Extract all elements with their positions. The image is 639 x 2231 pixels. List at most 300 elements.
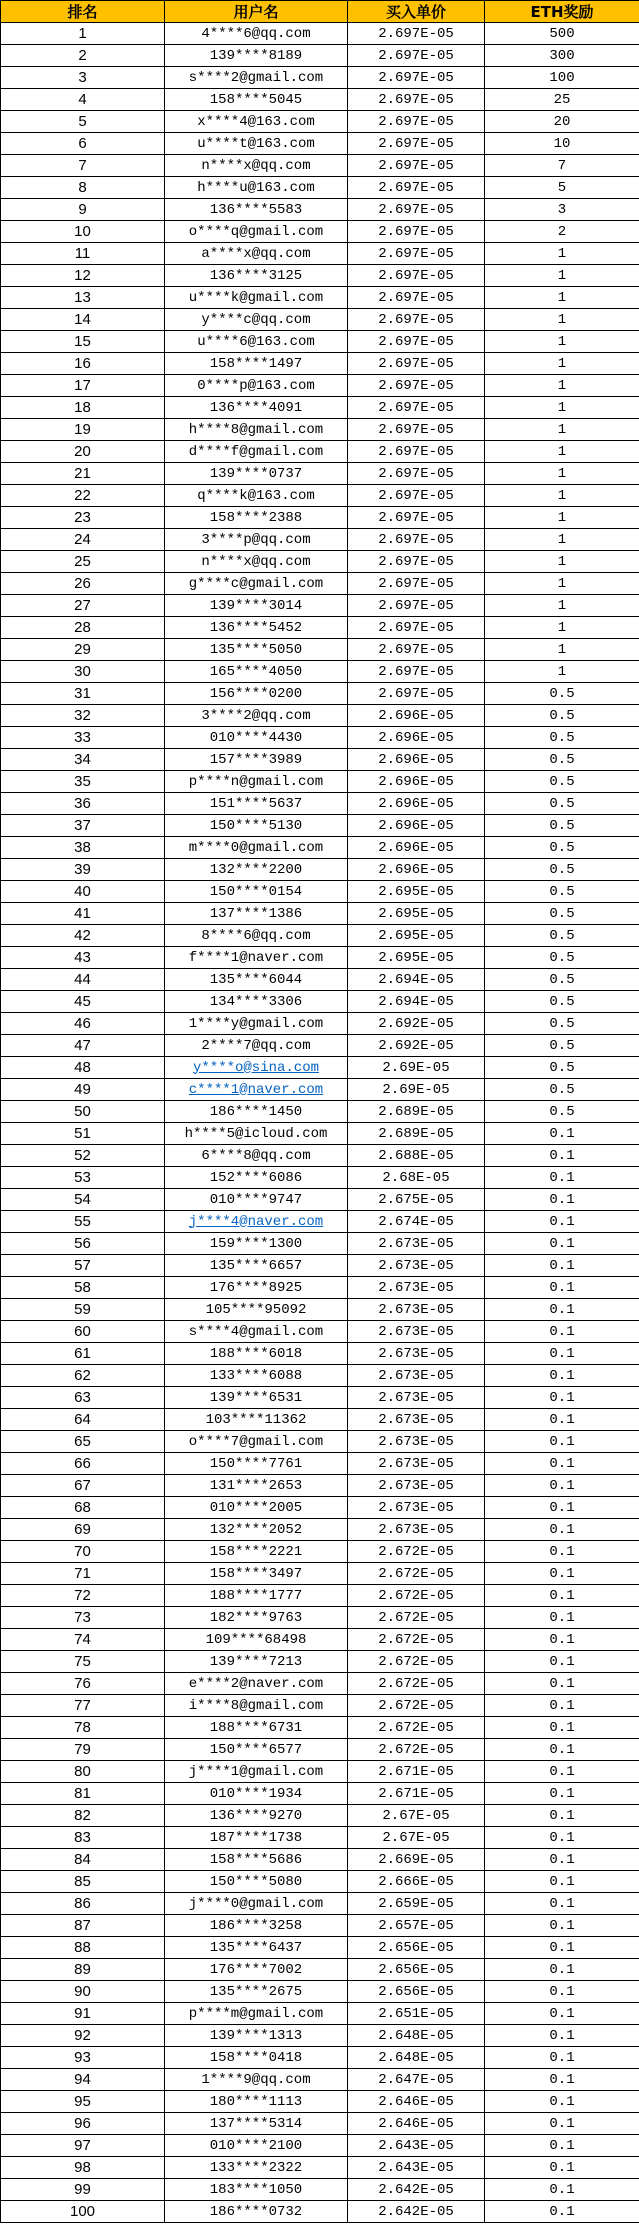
eth-reward-cell[interactable]: 0.5 bbox=[485, 859, 639, 881]
eth-reward-cell[interactable]: 0.1 bbox=[485, 1497, 639, 1519]
eth-reward-cell[interactable]: 0.1 bbox=[485, 2069, 639, 2091]
buy-price-cell[interactable]: 2.643E-05 bbox=[348, 2135, 485, 2157]
username-cell[interactable]: 158****2388 bbox=[165, 507, 348, 529]
buy-price-cell[interactable]: 2.697E-05 bbox=[348, 89, 485, 111]
username-cell[interactable]: 150****5080 bbox=[165, 1871, 348, 1893]
eth-reward-cell[interactable]: 0.1 bbox=[485, 1453, 639, 1475]
eth-reward-cell[interactable]: 1 bbox=[485, 661, 639, 683]
eth-reward-cell[interactable]: 0.5 bbox=[485, 991, 639, 1013]
username-cell[interactable]: 158****2221 bbox=[165, 1541, 348, 1563]
username-cell[interactable]: q****k@163.com bbox=[165, 485, 348, 507]
username-cell[interactable]: 8****6@qq.com bbox=[165, 925, 348, 947]
eth-reward-cell[interactable]: 0.5 bbox=[485, 793, 639, 815]
username-cell[interactable]: 156****0200 bbox=[165, 683, 348, 705]
username-cell[interactable]: 139****7213 bbox=[165, 1651, 348, 1673]
rank-cell[interactable]: 66 bbox=[1, 1453, 165, 1475]
rank-cell[interactable]: 93 bbox=[1, 2047, 165, 2069]
username-cell[interactable]: 135****5050 bbox=[165, 639, 348, 661]
username-cell[interactable]: 135****6657 bbox=[165, 1255, 348, 1277]
rank-cell[interactable]: 63 bbox=[1, 1387, 165, 1409]
eth-reward-cell[interactable]: 1 bbox=[485, 309, 639, 331]
eth-reward-cell[interactable]: 0.5 bbox=[485, 969, 639, 991]
rank-cell[interactable]: 74 bbox=[1, 1629, 165, 1651]
buy-price-cell[interactable]: 2.656E-05 bbox=[348, 1959, 485, 1981]
username-cell[interactable]: 151****5637 bbox=[165, 793, 348, 815]
username-cell[interactable]: s****4@gmail.com bbox=[165, 1321, 348, 1343]
rank-cell[interactable]: 87 bbox=[1, 1915, 165, 1937]
username-cell[interactable]: 010****1934 bbox=[165, 1783, 348, 1805]
email-link[interactable]: c****1@naver.com bbox=[188, 1081, 324, 1098]
rank-cell[interactable]: 22 bbox=[1, 485, 165, 507]
eth-reward-cell[interactable]: 0.1 bbox=[485, 1475, 639, 1497]
buy-price-cell[interactable]: 2.673E-05 bbox=[348, 1277, 485, 1299]
eth-reward-cell[interactable]: 1 bbox=[485, 507, 639, 529]
buy-price-cell[interactable]: 2.689E-05 bbox=[348, 1101, 485, 1123]
username-cell[interactable]: m****0@gmail.com bbox=[165, 837, 348, 859]
username-cell[interactable]: 180****1113 bbox=[165, 2091, 348, 2113]
eth-reward-cell[interactable]: 0.1 bbox=[485, 1761, 639, 1783]
rank-cell[interactable]: 31 bbox=[1, 683, 165, 705]
eth-reward-cell[interactable]: 0.1 bbox=[485, 1365, 639, 1387]
eth-reward-cell[interactable]: 7 bbox=[485, 155, 639, 177]
buy-price-cell[interactable]: 2.646E-05 bbox=[348, 2113, 485, 2135]
rank-cell[interactable]: 3 bbox=[1, 67, 165, 89]
eth-reward-cell[interactable]: 0.1 bbox=[485, 2091, 639, 2113]
rank-cell[interactable]: 96 bbox=[1, 2113, 165, 2135]
username-cell[interactable]: 158****1497 bbox=[165, 353, 348, 375]
eth-reward-cell[interactable]: 0.1 bbox=[485, 1211, 639, 1233]
buy-price-cell[interactable]: 2.697E-05 bbox=[348, 287, 485, 309]
header-eth-reward[interactable]: ETH奖励 bbox=[485, 1, 639, 23]
username-cell[interactable]: o****7@gmail.com bbox=[165, 1431, 348, 1453]
username-cell[interactable]: 103****11362 bbox=[165, 1409, 348, 1431]
username-cell[interactable]: 136****3125 bbox=[165, 265, 348, 287]
eth-reward-cell[interactable]: 0.5 bbox=[485, 881, 639, 903]
eth-reward-cell[interactable]: 3 bbox=[485, 199, 639, 221]
buy-price-cell[interactable]: 2.697E-05 bbox=[348, 595, 485, 617]
rank-cell[interactable]: 85 bbox=[1, 1871, 165, 1893]
rank-cell[interactable]: 88 bbox=[1, 1937, 165, 1959]
eth-reward-cell[interactable]: 0.1 bbox=[485, 1431, 639, 1453]
username-cell[interactable]: 135****6437 bbox=[165, 1937, 348, 1959]
eth-reward-cell[interactable]: 0.1 bbox=[485, 1651, 639, 1673]
rank-cell[interactable]: 27 bbox=[1, 595, 165, 617]
username-cell[interactable]: h****5@icloud.com bbox=[165, 1123, 348, 1145]
username-cell[interactable]: 010****2100 bbox=[165, 2135, 348, 2157]
username-cell[interactable]: 132****2052 bbox=[165, 1519, 348, 1541]
eth-reward-cell[interactable]: 0.5 bbox=[485, 1101, 639, 1123]
rank-cell[interactable]: 57 bbox=[1, 1255, 165, 1277]
username-cell[interactable]: 176****7002 bbox=[165, 1959, 348, 1981]
rank-cell[interactable]: 41 bbox=[1, 903, 165, 925]
eth-reward-cell[interactable]: 0.1 bbox=[485, 1123, 639, 1145]
email-link[interactable]: y****o@sina.com bbox=[192, 1059, 320, 1076]
username-cell[interactable]: 139****6531 bbox=[165, 1387, 348, 1409]
eth-reward-cell[interactable]: 0.1 bbox=[485, 1915, 639, 1937]
eth-reward-cell[interactable]: 0.1 bbox=[485, 2157, 639, 2179]
buy-price-cell[interactable]: 2.696E-05 bbox=[348, 859, 485, 881]
eth-reward-cell[interactable]: 0.1 bbox=[485, 1893, 639, 1915]
username-cell[interactable]: 186****0732 bbox=[165, 2201, 348, 2223]
buy-price-cell[interactable]: 2.672E-05 bbox=[348, 1717, 485, 1739]
eth-reward-cell[interactable]: 0.5 bbox=[485, 683, 639, 705]
rank-cell[interactable]: 76 bbox=[1, 1673, 165, 1695]
rank-cell[interactable]: 94 bbox=[1, 2069, 165, 2091]
rank-cell[interactable]: 48 bbox=[1, 1057, 165, 1079]
username-cell[interactable]: 150****7761 bbox=[165, 1453, 348, 1475]
buy-price-cell[interactable]: 2.68E-05 bbox=[348, 1167, 485, 1189]
eth-reward-cell[interactable]: 0.5 bbox=[485, 749, 639, 771]
rank-cell[interactable]: 1 bbox=[1, 23, 165, 45]
buy-price-cell[interactable]: 2.69E-05 bbox=[348, 1057, 485, 1079]
buy-price-cell[interactable]: 2.669E-05 bbox=[348, 1849, 485, 1871]
rank-cell[interactable]: 100 bbox=[1, 2201, 165, 2223]
eth-reward-cell[interactable]: 1 bbox=[485, 397, 639, 419]
rank-cell[interactable]: 20 bbox=[1, 441, 165, 463]
buy-price-cell[interactable]: 2.697E-05 bbox=[348, 67, 485, 89]
eth-reward-cell[interactable]: 1 bbox=[485, 375, 639, 397]
username-cell[interactable]: j****1@gmail.com bbox=[165, 1761, 348, 1783]
rank-cell[interactable]: 40 bbox=[1, 881, 165, 903]
buy-price-cell[interactable]: 2.656E-05 bbox=[348, 1937, 485, 1959]
eth-reward-cell[interactable]: 0.1 bbox=[485, 1277, 639, 1299]
rank-cell[interactable]: 34 bbox=[1, 749, 165, 771]
email-link[interactable]: j****4@naver.com bbox=[188, 1213, 324, 1230]
rank-cell[interactable]: 17 bbox=[1, 375, 165, 397]
username-cell[interactable]: u****6@163.com bbox=[165, 331, 348, 353]
buy-price-cell[interactable]: 2.697E-05 bbox=[348, 529, 485, 551]
rank-cell[interactable]: 23 bbox=[1, 507, 165, 529]
rank-cell[interactable]: 77 bbox=[1, 1695, 165, 1717]
rank-cell[interactable]: 4 bbox=[1, 89, 165, 111]
buy-price-cell[interactable]: 2.695E-05 bbox=[348, 947, 485, 969]
eth-reward-cell[interactable]: 0.1 bbox=[485, 1783, 639, 1805]
username-cell[interactable]: 139****3014 bbox=[165, 595, 348, 617]
username-cell[interactable]: u****t@163.com bbox=[165, 133, 348, 155]
buy-price-cell[interactable]: 2.697E-05 bbox=[348, 661, 485, 683]
rank-cell[interactable]: 11 bbox=[1, 243, 165, 265]
eth-reward-cell[interactable]: 0.5 bbox=[485, 1057, 639, 1079]
eth-reward-cell[interactable]: 0.1 bbox=[485, 1387, 639, 1409]
buy-price-cell[interactable]: 2.697E-05 bbox=[348, 507, 485, 529]
eth-reward-cell[interactable]: 20 bbox=[485, 111, 639, 133]
rank-cell[interactable]: 43 bbox=[1, 947, 165, 969]
rank-cell[interactable]: 30 bbox=[1, 661, 165, 683]
buy-price-cell[interactable]: 2.697E-05 bbox=[348, 23, 485, 45]
buy-price-cell[interactable]: 2.697E-05 bbox=[348, 133, 485, 155]
eth-reward-cell[interactable]: 0.5 bbox=[485, 947, 639, 969]
buy-price-cell[interactable]: 2.673E-05 bbox=[348, 1497, 485, 1519]
username-cell[interactable]: 139****1313 bbox=[165, 2025, 348, 2047]
buy-price-cell[interactable]: 2.673E-05 bbox=[348, 1343, 485, 1365]
eth-reward-cell[interactable]: 0.5 bbox=[485, 925, 639, 947]
eth-reward-cell[interactable]: 500 bbox=[485, 23, 639, 45]
rank-cell[interactable]: 84 bbox=[1, 1849, 165, 1871]
username-cell[interactable]: p****n@gmail.com bbox=[165, 771, 348, 793]
username-cell[interactable]: 188****1777 bbox=[165, 1585, 348, 1607]
buy-price-cell[interactable]: 2.697E-05 bbox=[348, 331, 485, 353]
buy-price-cell[interactable]: 2.656E-05 bbox=[348, 1981, 485, 2003]
eth-reward-cell[interactable]: 1 bbox=[485, 639, 639, 661]
eth-reward-cell[interactable]: 0.1 bbox=[485, 2135, 639, 2157]
rank-cell[interactable]: 72 bbox=[1, 1585, 165, 1607]
username-cell[interactable]: 105****95092 bbox=[165, 1299, 348, 1321]
eth-reward-cell[interactable]: 1 bbox=[485, 617, 639, 639]
username-cell[interactable]: 137****5314 bbox=[165, 2113, 348, 2135]
username-cell[interactable]: 131****2653 bbox=[165, 1475, 348, 1497]
rank-cell[interactable]: 91 bbox=[1, 2003, 165, 2025]
username-cell[interactable]: 157****3989 bbox=[165, 749, 348, 771]
buy-price-cell[interactable]: 2.688E-05 bbox=[348, 1145, 485, 1167]
buy-price-cell[interactable]: 2.672E-05 bbox=[348, 1695, 485, 1717]
buy-price-cell[interactable]: 2.697E-05 bbox=[348, 551, 485, 573]
eth-reward-cell[interactable]: 0.1 bbox=[485, 1167, 639, 1189]
buy-price-cell[interactable]: 2.67E-05 bbox=[348, 1827, 485, 1849]
username-cell[interactable]: h****u@163.com bbox=[165, 177, 348, 199]
rank-cell[interactable]: 90 bbox=[1, 1981, 165, 2003]
rank-cell[interactable]: 19 bbox=[1, 419, 165, 441]
eth-reward-cell[interactable]: 1 bbox=[485, 463, 639, 485]
buy-price-cell[interactable]: 2.697E-05 bbox=[348, 375, 485, 397]
rank-cell[interactable]: 8 bbox=[1, 177, 165, 199]
username-cell[interactable]: 010****4430 bbox=[165, 727, 348, 749]
eth-reward-cell[interactable]: 0.1 bbox=[485, 2003, 639, 2025]
eth-reward-cell[interactable]: 1 bbox=[485, 419, 639, 441]
username-cell[interactable]: 152****6086 bbox=[165, 1167, 348, 1189]
buy-price-cell[interactable]: 2.643E-05 bbox=[348, 2157, 485, 2179]
rank-cell[interactable]: 5 bbox=[1, 111, 165, 133]
eth-reward-cell[interactable]: 0.5 bbox=[485, 705, 639, 727]
rank-cell[interactable]: 73 bbox=[1, 1607, 165, 1629]
username-cell[interactable]: 158****5686 bbox=[165, 1849, 348, 1871]
buy-price-cell[interactable]: 2.647E-05 bbox=[348, 2069, 485, 2091]
eth-reward-cell[interactable]: 1 bbox=[485, 573, 639, 595]
buy-price-cell[interactable]: 2.697E-05 bbox=[348, 573, 485, 595]
header-buy-price[interactable]: 买入单价 bbox=[348, 1, 485, 23]
buy-price-cell[interactable]: 2.646E-05 bbox=[348, 2091, 485, 2113]
username-cell[interactable]: 158****5045 bbox=[165, 89, 348, 111]
username-cell[interactable]: 158****3497 bbox=[165, 1563, 348, 1585]
rank-cell[interactable]: 55 bbox=[1, 1211, 165, 1233]
buy-price-cell[interactable]: 2.648E-05 bbox=[348, 2047, 485, 2069]
buy-price-cell[interactable]: 2.672E-05 bbox=[348, 1541, 485, 1563]
buy-price-cell[interactable]: 2.672E-05 bbox=[348, 1629, 485, 1651]
username-cell[interactable]: d****f@gmail.com bbox=[165, 441, 348, 463]
rank-cell[interactable]: 9 bbox=[1, 199, 165, 221]
eth-reward-cell[interactable]: 0.1 bbox=[485, 1541, 639, 1563]
username-cell[interactable]: h****8@gmail.com bbox=[165, 419, 348, 441]
username-cell[interactable]: f****1@naver.com bbox=[165, 947, 348, 969]
buy-price-cell[interactable]: 2.697E-05 bbox=[348, 111, 485, 133]
buy-price-cell[interactable]: 2.648E-05 bbox=[348, 2025, 485, 2047]
username-cell[interactable]: 0****p@163.com bbox=[165, 375, 348, 397]
buy-price-cell[interactable]: 2.697E-05 bbox=[348, 419, 485, 441]
buy-price-cell[interactable]: 2.697E-05 bbox=[348, 265, 485, 287]
username-cell[interactable]: 183****1050 bbox=[165, 2179, 348, 2201]
rank-cell[interactable]: 46 bbox=[1, 1013, 165, 1035]
buy-price-cell[interactable]: 2.672E-05 bbox=[348, 1607, 485, 1629]
eth-reward-cell[interactable]: 0.5 bbox=[485, 1079, 639, 1101]
eth-reward-cell[interactable]: 5 bbox=[485, 177, 639, 199]
rank-cell[interactable]: 51 bbox=[1, 1123, 165, 1145]
username-cell[interactable]: 176****8925 bbox=[165, 1277, 348, 1299]
rank-cell[interactable]: 2 bbox=[1, 45, 165, 67]
username-cell[interactable]: 186****1450 bbox=[165, 1101, 348, 1123]
eth-reward-cell[interactable]: 0.1 bbox=[485, 2047, 639, 2069]
buy-price-cell[interactable]: 2.696E-05 bbox=[348, 749, 485, 771]
rank-cell[interactable]: 67 bbox=[1, 1475, 165, 1497]
eth-reward-cell[interactable]: 0.1 bbox=[485, 1255, 639, 1277]
username-cell[interactable]: y****c@qq.com bbox=[165, 309, 348, 331]
buy-price-cell[interactable]: 2.67E-05 bbox=[348, 1805, 485, 1827]
eth-reward-cell[interactable]: 1 bbox=[485, 353, 639, 375]
eth-reward-cell[interactable]: 0.1 bbox=[485, 2179, 639, 2201]
buy-price-cell[interactable]: 2.697E-05 bbox=[348, 45, 485, 67]
buy-price-cell[interactable]: 2.672E-05 bbox=[348, 1673, 485, 1695]
username-cell[interactable]: 109****68498 bbox=[165, 1629, 348, 1651]
buy-price-cell[interactable]: 2.672E-05 bbox=[348, 1585, 485, 1607]
username-cell[interactable] bbox=[165, 1211, 348, 1233]
buy-price-cell[interactable]: 2.671E-05 bbox=[348, 1783, 485, 1805]
rank-cell[interactable]: 32 bbox=[1, 705, 165, 727]
buy-price-cell[interactable]: 2.696E-05 bbox=[348, 705, 485, 727]
username-cell[interactable]: 3****2@qq.com bbox=[165, 705, 348, 727]
eth-reward-cell[interactable]: 0.5 bbox=[485, 771, 639, 793]
buy-price-cell[interactable]: 2.673E-05 bbox=[348, 1453, 485, 1475]
username-cell[interactable]: 135****2675 bbox=[165, 1981, 348, 2003]
buy-price-cell[interactable]: 2.673E-05 bbox=[348, 1519, 485, 1541]
buy-price-cell[interactable]: 2.696E-05 bbox=[348, 837, 485, 859]
rank-cell[interactable]: 29 bbox=[1, 639, 165, 661]
eth-reward-cell[interactable]: 2 bbox=[485, 221, 639, 243]
rank-cell[interactable]: 60 bbox=[1, 1321, 165, 1343]
username-cell[interactable]: 182****9763 bbox=[165, 1607, 348, 1629]
username-cell[interactable]: 1****9@qq.com bbox=[165, 2069, 348, 2091]
eth-reward-cell[interactable]: 1 bbox=[485, 485, 639, 507]
username-cell[interactable]: 137****1386 bbox=[165, 903, 348, 925]
rank-cell[interactable]: 6 bbox=[1, 133, 165, 155]
username-cell[interactable]: i****8@gmail.com bbox=[165, 1695, 348, 1717]
username-cell[interactable]: 188****6731 bbox=[165, 1717, 348, 1739]
username-cell[interactable]: 135****6044 bbox=[165, 969, 348, 991]
eth-reward-cell[interactable]: 300 bbox=[485, 45, 639, 67]
eth-reward-cell[interactable]: 0.1 bbox=[485, 1299, 639, 1321]
rank-cell[interactable]: 81 bbox=[1, 1783, 165, 1805]
eth-reward-cell[interactable]: 0.1 bbox=[485, 2201, 639, 2223]
rank-cell[interactable]: 49 bbox=[1, 1079, 165, 1101]
username-cell[interactable]: 3****p@qq.com bbox=[165, 529, 348, 551]
eth-reward-cell[interactable]: 0.1 bbox=[485, 1937, 639, 1959]
eth-reward-cell[interactable]: 0.1 bbox=[485, 1585, 639, 1607]
username-cell[interactable]: 133****6088 bbox=[165, 1365, 348, 1387]
username-cell[interactable]: 187****1738 bbox=[165, 1827, 348, 1849]
buy-price-cell[interactable]: 2.651E-05 bbox=[348, 2003, 485, 2025]
eth-reward-cell[interactable]: 1 bbox=[485, 287, 639, 309]
eth-reward-cell[interactable]: 10 bbox=[485, 133, 639, 155]
rank-cell[interactable]: 7 bbox=[1, 155, 165, 177]
username-cell[interactable]: 188****6018 bbox=[165, 1343, 348, 1365]
buy-price-cell[interactable]: 2.697E-05 bbox=[348, 199, 485, 221]
username-cell[interactable]: 158****0418 bbox=[165, 2047, 348, 2069]
buy-price-cell[interactable]: 2.673E-05 bbox=[348, 1233, 485, 1255]
rank-cell[interactable]: 37 bbox=[1, 815, 165, 837]
rank-cell[interactable]: 86 bbox=[1, 1893, 165, 1915]
username-cell[interactable]: g****c@gmail.com bbox=[165, 573, 348, 595]
rank-cell[interactable]: 68 bbox=[1, 1497, 165, 1519]
buy-price-cell[interactable]: 2.695E-05 bbox=[348, 903, 485, 925]
rank-cell[interactable]: 13 bbox=[1, 287, 165, 309]
username-cell[interactable]: n****x@qq.com bbox=[165, 155, 348, 177]
rank-cell[interactable]: 70 bbox=[1, 1541, 165, 1563]
username-cell[interactable] bbox=[165, 1079, 348, 1101]
username-cell[interactable]: 134****3306 bbox=[165, 991, 348, 1013]
rank-cell[interactable]: 35 bbox=[1, 771, 165, 793]
rank-cell[interactable]: 83 bbox=[1, 1827, 165, 1849]
eth-reward-cell[interactable]: 0.1 bbox=[485, 2025, 639, 2047]
eth-reward-cell[interactable]: 0.1 bbox=[485, 1695, 639, 1717]
eth-reward-cell[interactable]: 0.5 bbox=[485, 903, 639, 925]
username-cell[interactable]: 132****2200 bbox=[165, 859, 348, 881]
username-cell[interactable]: 150****5130 bbox=[165, 815, 348, 837]
username-cell[interactable]: 133****2322 bbox=[165, 2157, 348, 2179]
eth-reward-cell[interactable]: 25 bbox=[485, 89, 639, 111]
buy-price-cell[interactable]: 2.697E-05 bbox=[348, 243, 485, 265]
eth-reward-cell[interactable]: 0.1 bbox=[485, 1409, 639, 1431]
rank-cell[interactable]: 47 bbox=[1, 1035, 165, 1057]
rank-cell[interactable]: 64 bbox=[1, 1409, 165, 1431]
rank-cell[interactable]: 33 bbox=[1, 727, 165, 749]
buy-price-cell[interactable]: 2.672E-05 bbox=[348, 1563, 485, 1585]
buy-price-cell[interactable]: 2.657E-05 bbox=[348, 1915, 485, 1937]
buy-price-cell[interactable]: 2.697E-05 bbox=[348, 221, 485, 243]
rank-cell[interactable]: 25 bbox=[1, 551, 165, 573]
rank-cell[interactable]: 58 bbox=[1, 1277, 165, 1299]
buy-price-cell[interactable]: 2.697E-05 bbox=[348, 155, 485, 177]
buy-price-cell[interactable]: 2.672E-05 bbox=[348, 1739, 485, 1761]
username-cell[interactable]: a****x@qq.com bbox=[165, 243, 348, 265]
rank-cell[interactable]: 50 bbox=[1, 1101, 165, 1123]
username-cell[interactable]: 186****3258 bbox=[165, 1915, 348, 1937]
header-username[interactable]: 用户名 bbox=[165, 1, 348, 23]
buy-price-cell[interactable]: 2.673E-05 bbox=[348, 1387, 485, 1409]
username-cell[interactable]: 150****0154 bbox=[165, 881, 348, 903]
buy-price-cell[interactable]: 2.697E-05 bbox=[348, 463, 485, 485]
username-cell[interactable]: 1****y@gmail.com bbox=[165, 1013, 348, 1035]
buy-price-cell[interactable]: 2.642E-05 bbox=[348, 2179, 485, 2201]
buy-price-cell[interactable]: 2.673E-05 bbox=[348, 1431, 485, 1453]
buy-price-cell[interactable]: 2.697E-05 bbox=[348, 441, 485, 463]
rank-cell[interactable]: 97 bbox=[1, 2135, 165, 2157]
username-cell[interactable] bbox=[165, 1057, 348, 1079]
buy-price-cell[interactable]: 2.692E-05 bbox=[348, 1013, 485, 1035]
username-cell[interactable]: 165****4050 bbox=[165, 661, 348, 683]
buy-price-cell[interactable]: 2.697E-05 bbox=[348, 397, 485, 419]
eth-reward-cell[interactable]: 1 bbox=[485, 265, 639, 287]
username-cell[interactable]: 150****6577 bbox=[165, 1739, 348, 1761]
eth-reward-cell[interactable]: 0.1 bbox=[485, 1629, 639, 1651]
buy-price-cell[interactable]: 2.673E-05 bbox=[348, 1475, 485, 1497]
rank-cell[interactable]: 56 bbox=[1, 1233, 165, 1255]
buy-price-cell[interactable]: 2.697E-05 bbox=[348, 683, 485, 705]
rank-cell[interactable]: 21 bbox=[1, 463, 165, 485]
rank-cell[interactable]: 78 bbox=[1, 1717, 165, 1739]
username-cell[interactable]: p****m@gmail.com bbox=[165, 2003, 348, 2025]
rank-cell[interactable]: 38 bbox=[1, 837, 165, 859]
rank-cell[interactable]: 16 bbox=[1, 353, 165, 375]
eth-reward-cell[interactable]: 0.1 bbox=[485, 1189, 639, 1211]
buy-price-cell[interactable]: 2.697E-05 bbox=[348, 639, 485, 661]
username-cell[interactable]: 139****0737 bbox=[165, 463, 348, 485]
